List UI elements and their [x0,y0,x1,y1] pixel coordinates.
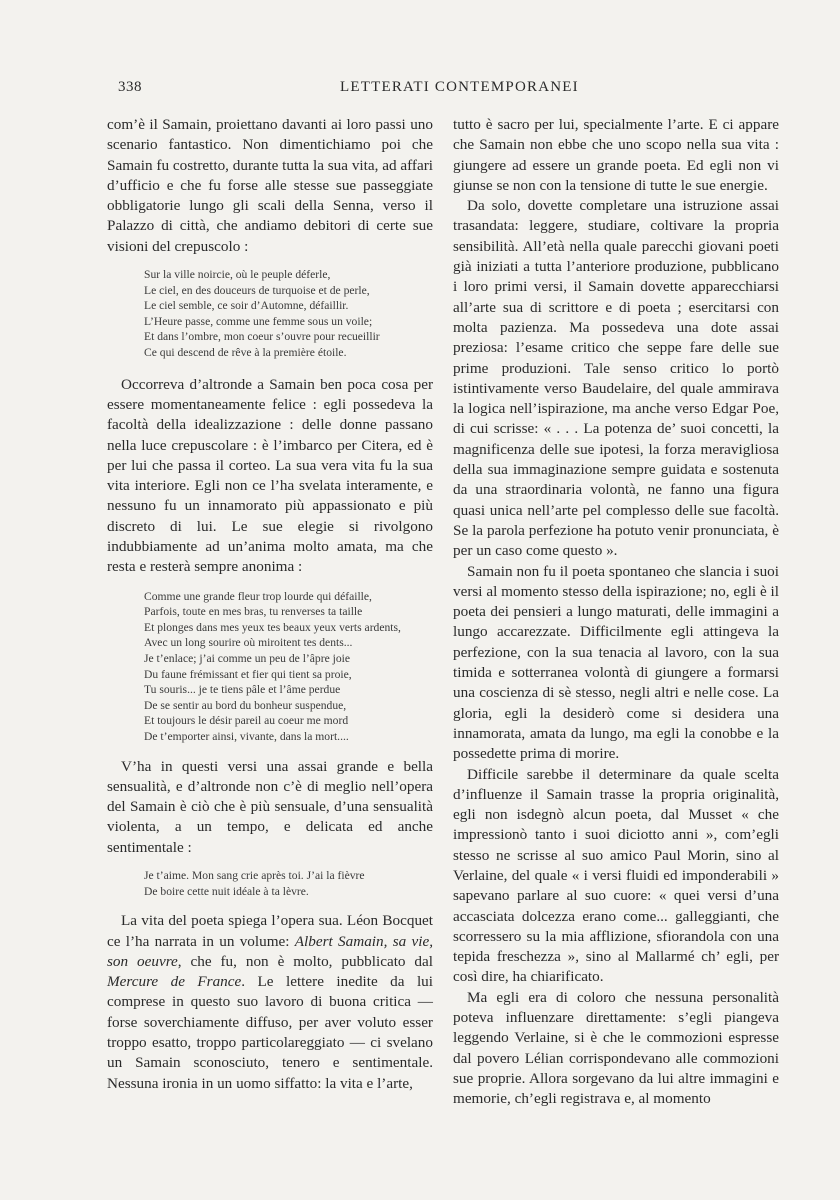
publisher-name: Mercure de France [107,973,242,991]
right-column [453,115,779,1110]
verse-line: Sur la ville noircie, où le peuple déferle, [144,268,331,282]
text-run: , che fu, non è molto, pubblicato dal [177,952,433,970]
verse-line: Comme une grande fleur trop lourde qui défaille, [144,589,372,603]
paragraph: Da solo, dovette completare una istruzione assai trasandata: leggere, studiare, coltivare la propria sensibilità. All’età nella quale parecchi giovani poeti già iniziati a tutta l’anteriore produzione, pubblicano i loro primi versi, il Samain dovette apparecchiarsi all’arte sua di scrittore e di poeta ; esercitarsi con molta pazienza. Ma possedeva una dote assai preziosa: l’esame critico che seppe fare delle sue prime produzioni. Tale senso critico lo portò istintivamente verso Baudelaire, del quale ammirava la logica nell’ispirazione, ma anche verso Edgar Poe, di cui scrisse: « . . . La potenza de’ suoi concetti, la magnificenza delle sue ipotesi, la forza meravigliosa della sua immaginazione sempre guidata e sostenuta da una straordinaria volontà, ne fanno una figura quasi unica nell’arte pel complesso delle sue facoltà. Se la parola perfezione ha potuto venir pronunciata, è per un caso come questo ». [453,197,779,560]
paragraph: Occorreva d’altronde a Samain ben poca cosa per essere momentaneamente felice : egli possedeva la facoltà della idealizzazione : delle donne passano nella luce crepuscolare : è l’imbarco per Citera, ed è per lui che passa il corteo. La sua vera vita fu la sua vita interiore. Egli non ce l’ha svelata interamente, e nessuno fu un innamorato più appassionato e più discreto di lui. Le sue elegie si rivolgono indubbiamente ad un’anima molto amata, ma che resta e resterà sempre anonima : [107,375,433,576]
verse-line: Le ciel semble, ce soir d’Automne, défaillir. [144,299,349,313]
verse-line: Du faune frémissant et fier qui tient sa proie, [144,667,352,681]
verse-line: De se sentir au bord du bonheur suspendue, [144,698,347,712]
verse-line: De t’emporter ainsi, vivante, dans la mort.... [144,729,349,743]
verse-line: Je t’aime. Mon sang crie après toi. J’ai la fièvre [144,869,365,883]
verse-line: Ce qui descend de rêve à la première étoile. [144,346,347,360]
paragraph [107,911,433,1094]
verse-line: Avec un long sourire où miroitent tes dents... [144,636,353,650]
verse-line: De boire cette nuit idéale à ta lèvre. [144,884,309,898]
text-run: La vita del poeta spiega l’opera sua. Léon Bocquet ce l’ha narrata in un volume: [107,912,433,950]
running-head: LETTERATI CONTEMPORANEI [340,79,579,95]
paragraph: V’ha in questi versi una assai grande e bella sensualità, e d’altronde non c’è di meglio nell’opera del Samain è ciò che è più sensuale, d’una sensualità violenta, a un tempo, e delicata ed anche sentimentale : [107,757,433,856]
text-run: . Le lettere inedite da lui comprese in questo suo lavoro di buona critica — forse soverchiamente diffuso, per aver voluto esser troppo esatto, troppo particolareggiato — ci svelano un Samain sconosciuto, tenero e sentimentale. Nessuna ironia in un uomo siffatto: la vita e l’arte, [107,973,433,1092]
verse-quote [144,868,433,899]
verse-line: L’Heure passe, comme une femme sous un voile; [144,314,373,328]
paragraph: Samain non fu il poeta spontaneo che slancia i suoi versi al momento stesso della ispirazione; no, egli è il poeta dei pensieri a lungo maturati, delle immagini a lungo accarezzate. Difficilmente egli attingeva la perfezione, con la sua tenacia al lavoro, con la sua timida e sotterranea volontà di giungere a formarsi una coscienza di sè stesso, negli altri e nelle cose. La gloria, egli la desiderò come si desidera una innamorata, amata da lungo, ma egli la conobbe e la possedette prima di morire. [453,562,779,763]
paragraph: tutto è sacro per lui, specialmente l’arte. E ci appare che Samain non ebbe che uno scopo nella sua vita : giungere ad essere un grande poeta. Ed egli non vi giunse se non con la tensione di tutte le sue energie. [453,116,779,194]
page-number: 338 [118,79,142,95]
left-column [107,115,433,1094]
verse-line: Tu souris... je te tiens pâle et l’âme perdue [144,683,341,697]
verse-quote [144,589,433,745]
paragraph: Ma egli era di coloro che nessuna personalità poteva influenzare direttamente: s’egli piangeva leggendo Verlaine, si è che le commozioni espresse dal povero Lélian corrispondevano alle commozioni sue proprie. Allora sorgevano da lui altre immagini e memorie, ch’egli registrava e, al momento [453,988,779,1108]
book-title: Albert Samain, sa vie, son oeuvre [107,932,433,970]
verse-line: Et toujours le désir pareil au coeur me mord [144,714,349,728]
verse-line: Le ciel, en des douceurs de turquoise et de perle, [144,283,370,297]
paragraph: com’è il Samain, proiettano davanti ai loro passi uno scenario fantastico. Non dimentichiamo poi che Samain fu costretto, durante tutta la sua vita, ad affari d’ufficio e che fu forse alle stesse sue passeggiate obbligatorie lungo gli scali della Senna, verso il Palazzo di città, che andiamo debitori di certe sue visioni del crepuscolo : [107,116,433,255]
verse-quote [144,267,433,361]
paragraph: Difficile sarebbe il determinare da quale scelta d’influenze il Samain trasse la propria originalità, egli non isdegnò alcun poeta, dal Musset « che impressionò tanto i suoi diciotto anni », com’egli stesso ne scrisse al suo amico Paul Morin, sino al Verlaine, del quale « i versi fluidi ed imponderabili » sapevano parlare al suo cuore: « quei versi d’una accasciata dolcezza erano come... galleggianti, che scorressero su la mia afflizione, sfiorandola con una tepida freschezza », sino al Mallarmé ch’ egli, per così dire, ha chiarificato. [453,765,779,986]
verse-line: Et plonges dans mes yeux tes beaux yeux verts ardents, [144,620,401,634]
verse-line: Et dans l’ombre, mon coeur s’ouvre pour recueillir [144,330,380,344]
verse-line: Je t’enlace; j’ai comme un peu de l’âpre joie [144,651,351,665]
verse-line: Parfois, toute en mes bras, tu renverses ta taille [144,605,363,619]
